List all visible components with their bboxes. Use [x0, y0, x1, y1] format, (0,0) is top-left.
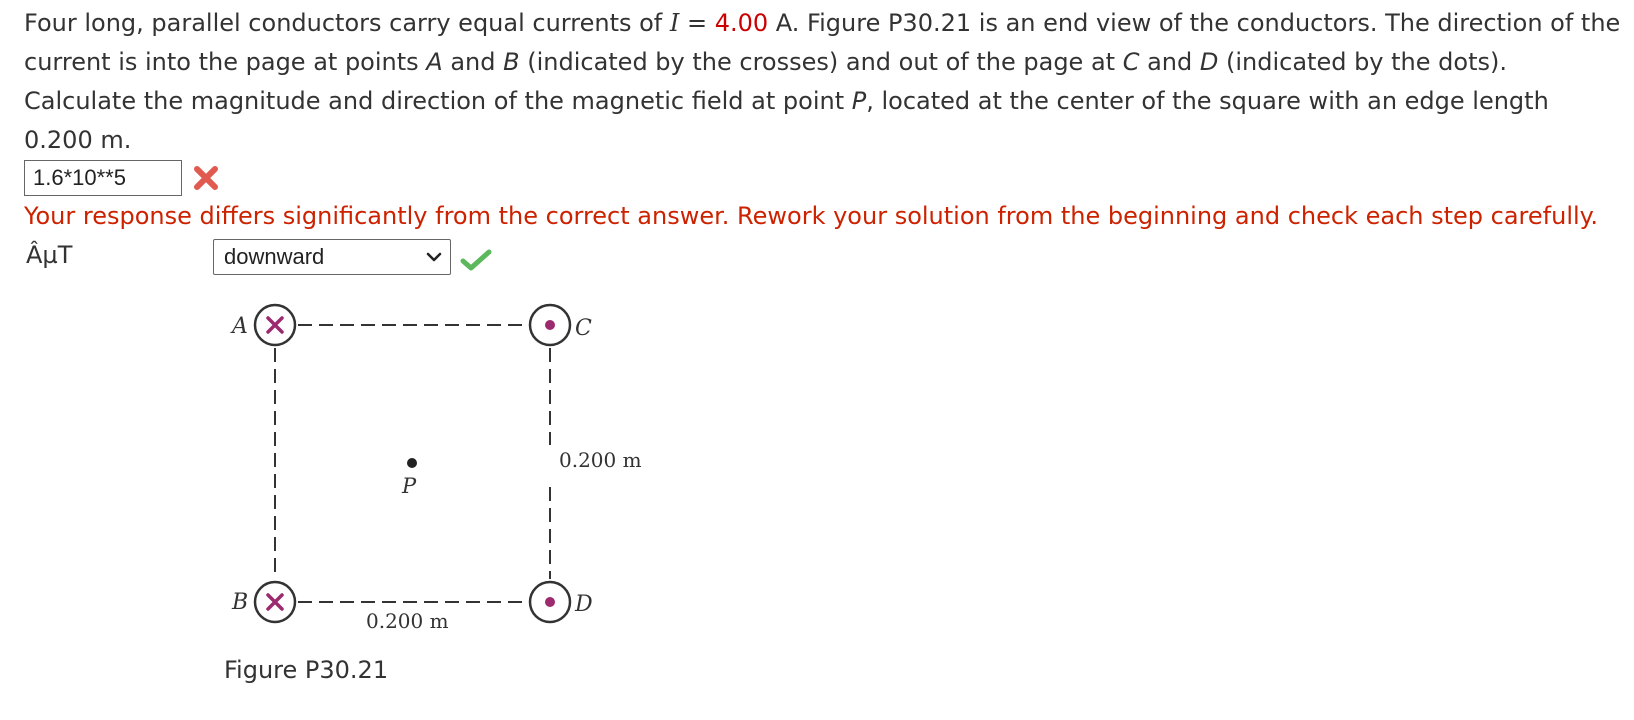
point-a-ref: A	[426, 48, 443, 76]
check-icon	[460, 248, 492, 272]
and-text: and	[1139, 48, 1200, 76]
side-length-label: 0.200 m	[559, 448, 642, 472]
label-p: P	[402, 474, 417, 498]
direction-select[interactable]	[213, 239, 451, 275]
conductor-c	[530, 305, 570, 345]
direction-selected-value: downward	[224, 244, 325, 269]
point-b-ref: B	[503, 48, 520, 76]
chevron-down-icon	[426, 251, 442, 263]
problem-text-5: , located at the center of the square with an edge length 0.200 m.	[24, 87, 1549, 154]
answer-row	[24, 158, 220, 198]
point-d-ref: D	[1199, 48, 1219, 76]
conductor-d	[530, 582, 570, 622]
label-c: C	[575, 316, 592, 341]
bottom-length-label: 0.200 m	[366, 609, 449, 633]
x-icon	[192, 164, 220, 192]
conductor-figure	[220, 295, 680, 645]
figure-caption: Figure P30.21	[224, 656, 389, 684]
point-p-ref: P	[851, 87, 867, 115]
magnitude-answer-input[interactable]	[24, 160, 182, 196]
problem-text-1: Four long, parallel conductors carry equal currents of	[24, 9, 670, 37]
point-p-marker	[407, 458, 417, 468]
problem-text-3: (indicated by the crosses) and out of the page at	[519, 48, 1123, 76]
label-b: B	[232, 590, 249, 615]
problem-statement	[24, 4, 1624, 160]
equals-sign: =	[679, 9, 715, 37]
unit-label: ÂµT	[26, 241, 73, 269]
label-a: A	[232, 314, 248, 339]
conductor-a	[255, 305, 295, 345]
problem-text-4: (indicated by the dots). Calculate the magnitude and direction of the magnetic field at point	[24, 48, 1507, 115]
and-text: and	[442, 48, 504, 76]
conductor-b	[255, 582, 295, 622]
point-c-ref: C	[1122, 48, 1140, 76]
current-symbol: I	[669, 9, 680, 37]
direction-select-box[interactable]	[213, 239, 451, 275]
current-value: 4.00	[714, 9, 769, 37]
problem-text-2: A. Figure P30.21 is an end view of the conductors. The direction of the current is into the page at points	[24, 9, 1621, 76]
label-d: D	[575, 592, 593, 617]
feedback-text: Your response differs significantly from the correct answer. Rework your solution from the beginning and check each step carefully.	[24, 202, 1599, 230]
